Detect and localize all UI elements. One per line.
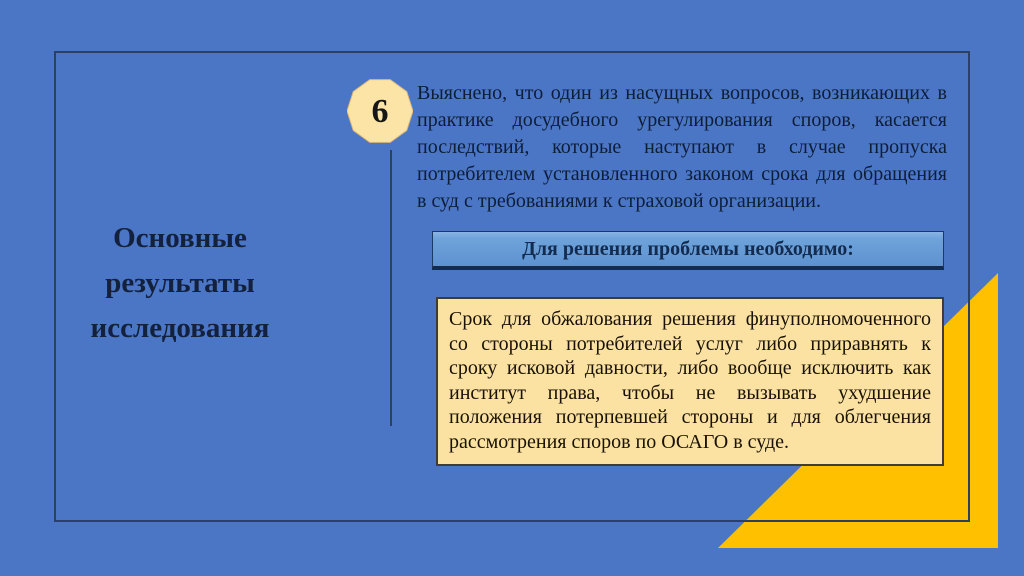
connector-line — [390, 150, 392, 426]
solution-banner — [432, 231, 944, 270]
step-number: 6 — [371, 93, 389, 130]
solution-box — [436, 297, 944, 466]
solution-text: Срок для обжалования решения финуполномоченного со стороны потребителей услуг либо приравнять к сроку исковой давности, либо вообще исключить как институт права, чтобы не вызывать ухудшение положения потерпевшей стороны и для облегчения рассмотрения споров по ОСАГО в суде. — [449, 308, 931, 453]
solution-banner-label: Для решения проблемы необходимо: — [522, 237, 854, 260]
finding-paragraph: Выяснено, что один из насущных вопросов, возникающих в практике досудебного урегулирования споров, касается последствий, которые наступают в случае пропуска потребителем установленного законом срока для обращения в суд с требованиями к страховой организации. — [417, 82, 947, 212]
step-number-badge — [347, 78, 413, 144]
slide-title: Основные результаты исследования — [90, 222, 270, 344]
